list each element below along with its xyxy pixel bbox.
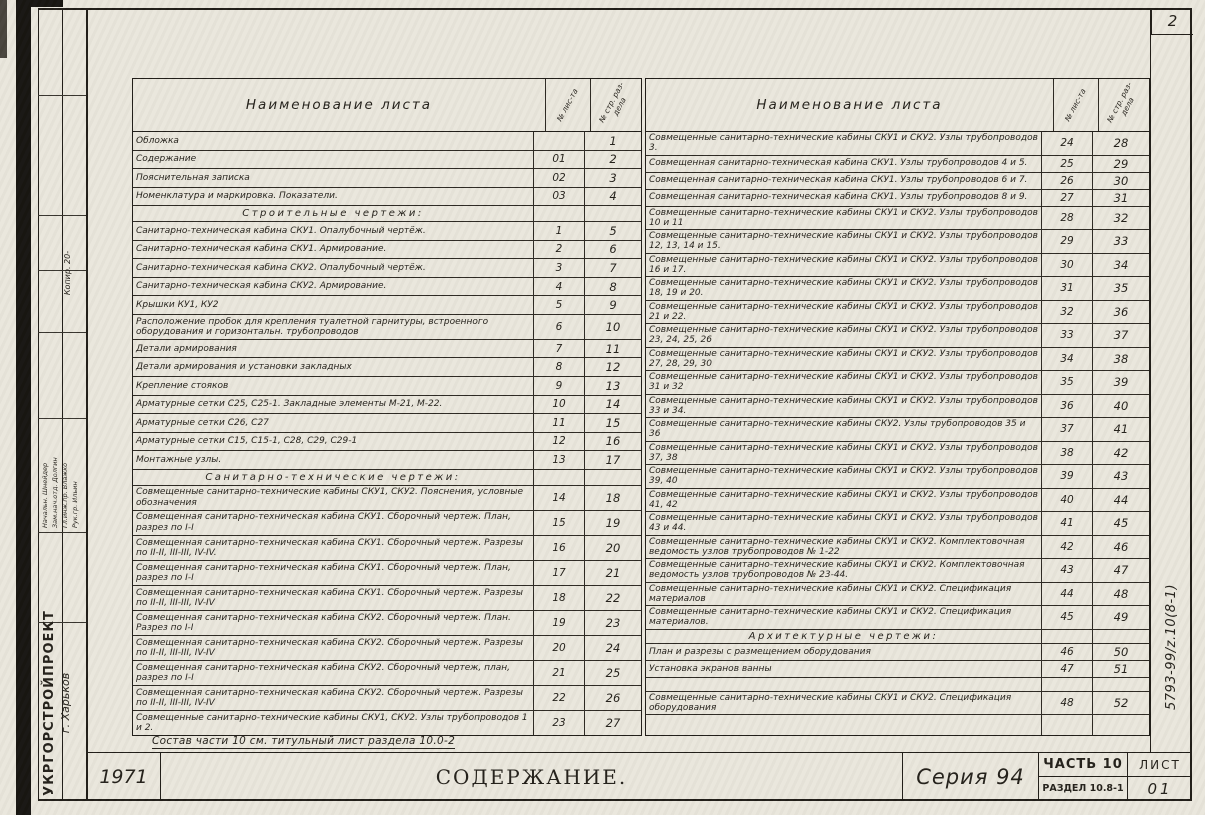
section-page-number: 12 [605,360,621,375]
contents-row [133,686,641,711]
section-page-number: 27 [605,716,621,731]
contents-row [133,241,641,260]
contents-row [133,315,641,340]
section-page-number: 23 [605,615,621,630]
contents-row [646,661,1149,678]
sheet-title: Монтажные узлы. [133,451,534,469]
section-page-number: 51 [1113,661,1129,676]
contents-row [646,692,1149,716]
sheet-title: Расположение пробок для крепления туалетной гарнитуры, встроенного оборудования и горизонтальн. трубопроводов [133,315,534,339]
signature-stamp-block [40,416,86,528]
sheet-number: 23 [534,711,585,735]
sheet-title: Совмещенные санитарно-технические кабины СКУ1 и СКУ2. Узлы трубопроводов 23, 24, 25, 26 [646,324,1042,347]
section-page-number: 29 [1113,156,1129,171]
contents-row [133,511,641,536]
contents-row [646,395,1149,419]
sheet-title: Детали армирования [133,340,534,358]
sheet-number: 01 [534,151,585,169]
section-page-number: 19 [605,515,621,530]
contents-row [133,561,641,586]
contents-row [133,451,641,470]
table-body-left [133,132,641,735]
sheet-title: Совмещенные санитарно-технические кабины СКУ1 и СКУ2. Комплектовочная ведомость узлов трубопроводов № 23-44. [646,559,1042,582]
sheet-title: Арматурные сетки С15, С15-1, С28, С29, С29-1 [133,433,534,451]
section-page-number: 1 [609,133,617,148]
sheet-number: 40 [1042,489,1093,512]
section-page-number: 26 [605,691,621,706]
copy-note-stamp: Копир. 20- [63,250,72,296]
sheet-title: Арматурные сетки С26, С27 [133,414,534,432]
contents-section-row [133,470,641,486]
sheet-title: Совмещенные санитарно-технические кабины СКУ1, СКУ2. Узлы трубопроводов 1 и 2. [133,711,534,735]
sheet-number: 43 [1042,559,1093,582]
contents-row [133,636,641,661]
section-page-number: 10 [605,319,621,334]
sheet-number: 32 [1042,301,1093,324]
sheet-number: 4 [534,278,585,296]
sheet-number: 15 [534,511,585,535]
sheet-number: 27 [1042,190,1093,206]
contents-row [133,278,641,297]
contents-row [646,190,1149,207]
contents-row [646,489,1149,513]
sheet-title: Совмещенная санитарно-техническая кабина СКУ2. Сборочный чертеж. Разрезы по II-II, III-III, IV-IV [133,686,534,710]
stamp-signature-line: Начальн. Шнейдер [41,462,49,528]
part-section-cell [1039,753,1128,800]
contents-row [646,254,1149,278]
sheet-number: 17 [534,561,585,585]
section-page-number: 22 [605,590,621,605]
sheet-number: 38 [1042,442,1093,465]
margin-line-1 [38,8,39,801]
contents-row [646,512,1149,536]
contents-row [133,132,641,151]
sheet-title [646,678,1042,691]
sheet-number [1042,715,1093,735]
stamp-signature-line: Рук.гр. Ильин [71,481,80,528]
header-section-page: № стр. раз-дела [597,80,628,125]
section-page-number: 11 [605,341,621,356]
contents-row [646,583,1149,607]
organization-city: г. Харьков [59,672,72,734]
sheet-number: 5 [534,296,585,314]
contents-section-row [133,206,641,222]
organization-name: УКРГОРСТРОЙПРОЕКТ [42,610,57,796]
contents-row [133,611,641,636]
sheet-number: 22 [534,686,585,710]
sheet-title: Пояснительная записка [133,169,534,187]
sheet-title: Совмещенная санитарно-техническая кабина СКУ1. Сборочный чертеж. План, разрез по I-I [133,511,534,535]
sheet-title: Совмещенные санитарно-технические кабины СКУ1 и СКУ2. Узлы трубопроводов 18, 19 и 20. [646,277,1042,300]
sheet-number: 12 [534,433,585,451]
section-page-number: 9 [609,298,617,313]
sheet-title: Детали армирования и установки закладных [133,358,534,376]
contents-row [646,465,1149,489]
section-page-number: 20 [605,540,621,555]
sheet-number: 21 [534,661,585,685]
sheet-title: Совмещенные санитарно-технические кабины СКУ1 и СКУ2. Узлы трубопроводов 16 и 17. [646,254,1042,277]
sheet-title: Совмещенные санитарно-технические кабины СКУ1 и СКУ2. Узлы трубопроводов 27, 28, 29, 30 [646,348,1042,371]
sheet-title: Совмещенная санитарно-техническая кабина СКУ2. Сборочный чертеж. План. Разрез по I-I [133,611,534,635]
document-number: 5793-99/z.10(8-1) [1163,583,1179,711]
contents-row [646,156,1149,173]
contents-section-row [646,630,1149,644]
header-sheet-number: № лис-та [1054,79,1099,131]
section-page-number: 8 [609,279,617,294]
sheet-title: Совмещенные санитарно-технические кабины СКУ1 и СКУ2. Узлы трубопроводов 3. [646,132,1042,155]
sheet-number: 9 [534,377,585,395]
contents-row [133,259,641,278]
sheet-title: Номенклатура и маркировка. Показатели. [133,188,534,206]
contents-row [133,536,641,561]
page-title: СОДЕРЖАНИЕ. [161,753,903,800]
series-label: Серия 94 [903,753,1039,800]
frame-left-line [86,8,88,801]
contents-row [646,606,1149,630]
sheet-number: 37 [1042,418,1093,441]
scan-artifact [0,0,7,58]
sheet-number: 3 [534,259,585,277]
sheet-title: Совмещенная санитарно-техническая кабина СКУ1. Узлы трубопроводов 4 и 5. [646,156,1042,172]
contents-table-right [645,78,1150,736]
contents-table-left [132,78,642,736]
section-page-number: 18 [605,490,621,505]
section-page-number: 50 [1113,644,1129,659]
section-page-number: 45 [1113,516,1129,531]
contents-row [646,348,1149,372]
contents-row [133,296,641,315]
sheet-number: 03 [534,188,585,206]
section-page-number: 47 [1113,563,1129,578]
sheet-title: Совмещенные санитарно-технические кабины СКУ1 и СКУ2. Узлы трубопроводов 41, 42 [646,489,1042,512]
sheet-number: 33 [1042,324,1093,347]
stamp-divider [38,332,86,333]
section-page-number: 38 [1113,351,1129,366]
contents-row [133,188,641,207]
section-page-number [1093,715,1149,735]
sheet-number: 39 [1042,465,1093,488]
table-body-right [646,132,1149,735]
sheet-number [534,470,585,485]
contents-row [133,586,641,611]
sheet-title [646,715,1042,735]
section-page-number: 39 [1113,375,1129,390]
header-section-page: № стр. раз-дела [1105,80,1136,125]
sheet-title: Совмещенные санитарно-технические кабины СКУ1 и СКУ2. Узлы трубопроводов 21 и 22. [646,301,1042,324]
sheet-number: 26 [1042,173,1093,189]
corner-page-number: 2 [1151,8,1193,35]
sheet-number: 36 [1042,395,1093,418]
contents-row [133,222,641,241]
scan-artifact [27,0,63,7]
sheet-number: 1 [534,222,585,240]
sheet-title: Совмещенная санитарно-техническая кабина СКУ1. Сборочный чертеж. Разрезы по II-II, III-III, IV-IV [133,586,534,610]
stamp-divider [38,215,86,216]
sheet-title: Совмещенные санитарно-технические кабины СКУ2. Узлы трубопроводов 35 и 36 [646,418,1042,441]
contents-row [646,173,1149,190]
section-page-number: 34 [1113,257,1129,272]
contents-row [133,169,641,188]
sheet-number: 6 [534,315,585,339]
sheet-number: 16 [534,536,585,560]
section-page-number: 25 [605,666,621,681]
sheet-number: 34 [1042,348,1093,371]
sheet-number: 19 [534,611,585,635]
sheet-number: 10 [534,396,585,414]
sheet-title: Санитарно-техническая кабина СКУ1. Опалубочный чертёж. [133,222,534,240]
sheet-number: 28 [1042,207,1093,230]
section-page-number: 2 [609,152,617,167]
sheet-title: Совмещенная санитарно-техническая кабина СКУ1. Сборочный чертеж. Разрезы по II-II, III-III, IV-IV. [133,536,534,560]
sheet-title: Совмещенные санитарно-технические кабины СКУ1 и СКУ2. Спецификация материалов. [646,606,1042,629]
contents-row [646,132,1149,156]
section-page-number: 42 [1113,445,1129,460]
sheet-title: Совмещенная санитарно-техническая кабина СКУ2. Сборочный чертеж. Разрезы по II-II, III-III, IV-IV [133,636,534,660]
sheet-title: Содержание [133,151,534,169]
table-header [133,79,641,132]
sheet-number: 02 [534,169,585,187]
contents-row [646,715,1149,735]
section-page-number: 32 [1113,210,1129,225]
contents-row [133,396,641,415]
section-page-number: 7 [609,260,617,275]
sheet-number: 13 [534,451,585,469]
section-page-number: 17 [605,452,621,467]
section-page-number: 13 [605,378,621,393]
header-sheet-name: Наименование листа [646,79,1054,131]
section-page-number [585,206,641,221]
contents-row [646,301,1149,325]
sheet-number: 35 [1042,371,1093,394]
contents-row [646,644,1149,661]
sheet-title: Строительные чертежи: [133,206,534,221]
sheet-number: 25 [1042,156,1093,172]
table-header [646,79,1149,132]
sheet-number: 48 [1042,692,1093,715]
contents-row [133,151,641,170]
contents-row [133,358,641,377]
sheet-title: Совмещенная санитарно-техническая кабина СКУ2. Сборочный чертеж, план, разрез по I-I [133,661,534,685]
stamp-signature-line: Зам.нач.отд. Долгин [51,457,60,528]
section-page-number: 36 [1113,304,1129,319]
sheet-title: Совмещенные санитарно-технические кабины СКУ1 и СКУ2. Узлы трубопроводов 39, 40 [646,465,1042,488]
contents-row [133,433,641,452]
frame-top-line [38,8,1192,10]
sheet-title: Крышки КУ1, КУ2 [133,296,534,314]
sheet-cell [1128,753,1192,800]
section-page-number: 16 [605,434,621,449]
sheet-number: 24 [1042,132,1093,155]
section-page-number: 35 [1113,281,1129,296]
sheet-number: 30 [1042,254,1093,277]
frame-right-line [1190,8,1192,801]
section-page-number: 52 [1113,696,1129,711]
sheet-number: 14 [534,486,585,510]
sheet-number: 47 [1042,661,1093,677]
sheet-title: Санитарно-технические чертежи: [133,470,534,485]
sheet-number: 41 [1042,512,1093,535]
section-page-number: 37 [1113,328,1129,343]
contents-row [646,418,1149,442]
sheet-title: Совмещенные санитарно-технические кабины СКУ1 и СКУ2. Спецификация материалов [646,583,1042,606]
stamp-signature-line: Гл.инж.пр. Влажко [61,462,70,528]
section-page-number: 49 [1113,610,1129,625]
section-page-number [585,470,641,485]
section-page-number: 30 [1113,173,1129,188]
section-page-number: 6 [609,242,617,257]
sheet-number [1042,630,1093,643]
contents-row [133,661,641,686]
sheet-title: План и разрезы с размещением оборудования [646,644,1042,660]
sheet-title: Санитарно-техническая кабина СКУ1. Армирование. [133,241,534,259]
sheet-number: 8 [534,358,585,376]
sheet-title: Совмещенные санитарно-технические кабины СКУ1 и СКУ2. Узлы трубопроводов 37, 38 [646,442,1042,465]
sheet-number: 29 [1042,230,1093,253]
part-label: ЧАСТЬ 10 [1039,753,1127,777]
sheet-title: Установка экранов ванны [646,661,1042,677]
section-page-number: 21 [605,565,621,580]
sheet-number: 18 [534,586,585,610]
sheet-title: Санитарно-техническая кабина СКУ2. Опалубочный чертёж. [133,259,534,277]
contents-row [133,377,641,396]
stamp-divider [38,95,86,96]
section-page-number: 15 [605,415,621,430]
sheet-title: Совмещенная санитарно-техническая кабина СКУ1. Узлы трубопроводов 6 и 7. [646,173,1042,189]
sheet-title: Архитектурные чертежи: [646,630,1042,643]
sheet-number: 46 [1042,644,1093,660]
scan-binding-edge [16,0,31,815]
contents-row [133,340,641,359]
contents-row [133,711,641,735]
sheet-number: 2 [534,241,585,259]
sheet-number: 7 [534,340,585,358]
stamp-divider [38,532,86,533]
section-page-number: 4 [609,189,617,204]
section-page-number: 28 [1113,136,1129,151]
sheet-number: 20 [534,636,585,660]
contents-row [133,486,641,511]
contents-row [646,371,1149,395]
contents-row [646,559,1149,583]
section-page-number: 48 [1113,586,1129,601]
contents-row [646,536,1149,560]
sheet-number [1042,678,1093,691]
sheet-title: Совмещенные санитарно-технические кабины СКУ1 и СКУ2. Узлы трубопроводов 12, 13, 14 и 15. [646,230,1042,253]
section-page-number: 41 [1113,422,1129,437]
header-sheet-number: № лис-та [546,79,591,131]
sheet-label: ЛИСТ [1128,753,1192,777]
section-page-number: 33 [1113,234,1129,249]
sheet-title: Совмещенные санитарно-технические кабины СКУ1, СКУ2. Пояснения, условные обозначения [133,486,534,510]
title-block [87,752,1192,800]
section-page-number: 46 [1113,539,1129,554]
section-page-number [1093,678,1149,691]
sheet-number [534,132,585,150]
sheet-title: Совмещенная санитарно-техническая кабина СКУ1. Узлы трубопроводов 8 и 9. [646,190,1042,206]
section-page-number: 5 [609,223,617,238]
sheet-title: Совмещенные санитарно-технические кабины СКУ1 и СКУ2. Комплектовочная ведомость узлов трубопроводов № 1-22 [646,536,1042,559]
sheet-title: Совмещенные санитарно-технические кабины СКУ1 и СКУ2. Узлы трубопроводов 10 и 11 [646,207,1042,230]
sheet-number: 42 [1042,536,1093,559]
contents-row [646,207,1149,231]
sheet-title: Совмещенные санитарно-технические кабины СКУ1 и СКУ2. Спецификация оборудования [646,692,1042,715]
organization-stamp [42,610,84,796]
section-page-number [1093,630,1149,643]
contents-row [646,678,1149,692]
contents-footnote: Состав части 10 см. титульный лист раздела 10.0-2 [152,735,456,747]
sheet-number: 01 [1147,779,1173,798]
section-page-number: 44 [1113,492,1129,507]
section-page-number: 3 [609,170,617,185]
section-label: РАЗДЕЛ 10.8-1 [1042,783,1124,794]
section-page-number: 40 [1113,398,1129,413]
sheet-title: Санитарно-техническая кабина СКУ2. Армирование. [133,278,534,296]
sheet-number [534,206,585,221]
sheet-title: Крепление стояков [133,377,534,395]
sheet-title: Совмещенная санитарно-техническая кабина СКУ1. Сборочный чертеж. План, разрез по I-I [133,561,534,585]
title-block-year: 1971 [87,753,161,800]
sheet-title: Совмещенные санитарно-технические кабины СКУ1 и СКУ2. Узлы трубопроводов 31 и 32 [646,371,1042,394]
contents-row [646,277,1149,301]
sheet-title: Совмещенные санитарно-технические кабины СКУ1 и СКУ2. Узлы трубопроводов 33 и 34. [646,395,1042,418]
sheet-number: 45 [1042,606,1093,629]
right-strip-line [1150,8,1151,752]
contents-row [133,414,641,433]
sheet-number: 31 [1042,277,1093,300]
sheet-title: Обложка [133,132,534,150]
contents-row [646,230,1149,254]
section-page-number: 43 [1113,469,1129,484]
contents-row [646,324,1149,348]
section-page-number: 14 [605,397,621,412]
sheet-number: 11 [534,414,585,432]
sheet-number: 44 [1042,583,1093,606]
header-sheet-name: Наименование листа [133,79,546,131]
contents-row [646,442,1149,466]
section-page-number: 31 [1113,190,1129,205]
section-page-number: 24 [605,640,621,655]
sheet-title: Совмещенные санитарно-технические кабины СКУ1 и СКУ2. Узлы трубопроводов 43 и 44. [646,512,1042,535]
sheet-title: Арматурные сетки С25, С25-1. Закладные элементы М-21, М-22. [133,396,534,414]
